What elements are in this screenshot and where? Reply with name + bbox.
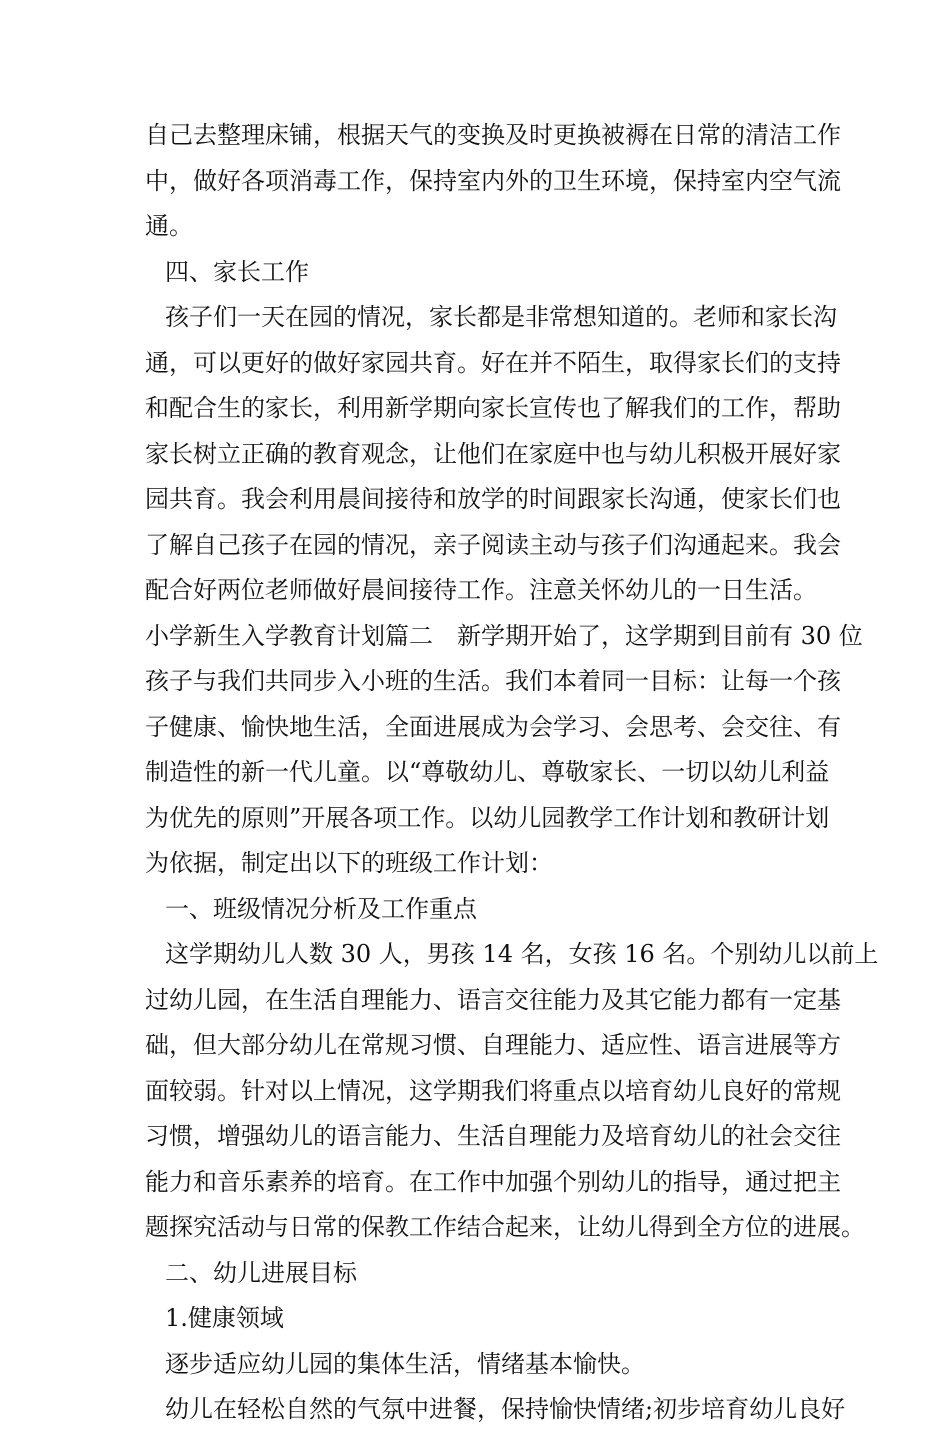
- paragraph-line: 家长树立正确的教育观念，让他们在家庭中也与幼儿积极开展好家: [145, 439, 841, 468]
- paragraph-line: 孩子与我们共同步入小班的生活。我们本着同一目标：让每一个孩: [145, 667, 841, 695]
- section-heading: 一、班级情况分析及工作重点: [165, 894, 477, 923]
- paragraph-line: 能力和音乐素养的培育。在工作中加强个别幼儿的指导，通过把主: [145, 1167, 841, 1196]
- section-heading: 二、幼儿进展目标: [165, 1258, 357, 1287]
- paragraph-line: 习惯，增强幼儿的语言能力、生活自理能力及培育幼儿的社会交往: [145, 1122, 841, 1150]
- paragraph-line: 面较弱。针对以上情况，这学期我们将重点以培育幼儿良好的常规: [145, 1076, 841, 1105]
- paragraph-line: 幼儿在轻松自然的气氛中进餐，保持愉快情绪;初步培育幼儿良好: [165, 1395, 846, 1423]
- article-title-line: 小学新生入学教育计划篇二 新学期开始了，这学期到目前有 30 位: [145, 621, 863, 650]
- paragraph-line: 了解自己孩子在园的情况，亲子阅读主动与孩子们沟通起来。我会: [145, 530, 841, 559]
- paragraph-line: 孩子们一天在园的情况，家长都是非常想知道的。老师和家长沟: [165, 303, 837, 331]
- paragraph-line: 园共育。我会利用晨间接待和放学的时间跟家长沟通，使家长们也: [145, 485, 841, 513]
- paragraph-line: 为优先的原则”开展各项工作。以幼儿园教学工作计划和教研计划: [145, 803, 830, 832]
- section-heading: 四、家长工作: [165, 257, 309, 286]
- paragraph-line: 这学期幼儿人数 30 人，男孩 14 名，女孩 16 名。个别幼儿以前上: [165, 940, 879, 968]
- paragraph-line: 配合好两位老师做好晨间接待工作。注意关怀幼儿的一日生活。: [145, 576, 817, 604]
- paragraph-line: 和配合生的家长，利用新学期向家长宣传也了解我们的工作，帮助: [145, 394, 841, 422]
- paragraph-line: 通，可以更好的做好家园共育。好在并不陌生，取得家长们的支持: [145, 348, 841, 377]
- paragraph-line: 过幼儿园，在生活自理能力、语言交往能力及其它能力都有一定基: [145, 985, 841, 1014]
- paragraph-line: 自己去整理床铺，根据天气的变换及时更换被褥在日常的清洁工作: [145, 121, 841, 149]
- paragraph-line: 制造性的新一代儿童。以“尊敬幼儿、尊敬家长、一切以幼儿利益: [145, 758, 830, 786]
- paragraph-line: 子健康、愉快地生活，全面进展成为会学习、会思考、会交往、有: [145, 712, 841, 741]
- subsection-heading: 1.健康领域: [165, 1304, 284, 1332]
- paragraph-line: 通。: [145, 212, 193, 240]
- paragraph-line: 逐步适应幼儿园的集体生活，情绪基本愉快。: [165, 1349, 645, 1378]
- paragraph-line: 题探究活动与日常的保教工作结合起来，让幼儿得到全方位的进展。: [145, 1213, 865, 1241]
- document-body: [145, 113, 879, 1433]
- paragraph-line: 为依据，制定出以下的班级工作计划：: [145, 849, 553, 877]
- paragraph-line: 础，但大部分幼儿在常规习惯、自理能力、适应性、语言进展等方: [145, 1031, 841, 1059]
- paragraph-line: 中，做好各项消毒工作，保持室内外的卫生环境，保持室内空气流: [145, 166, 841, 195]
